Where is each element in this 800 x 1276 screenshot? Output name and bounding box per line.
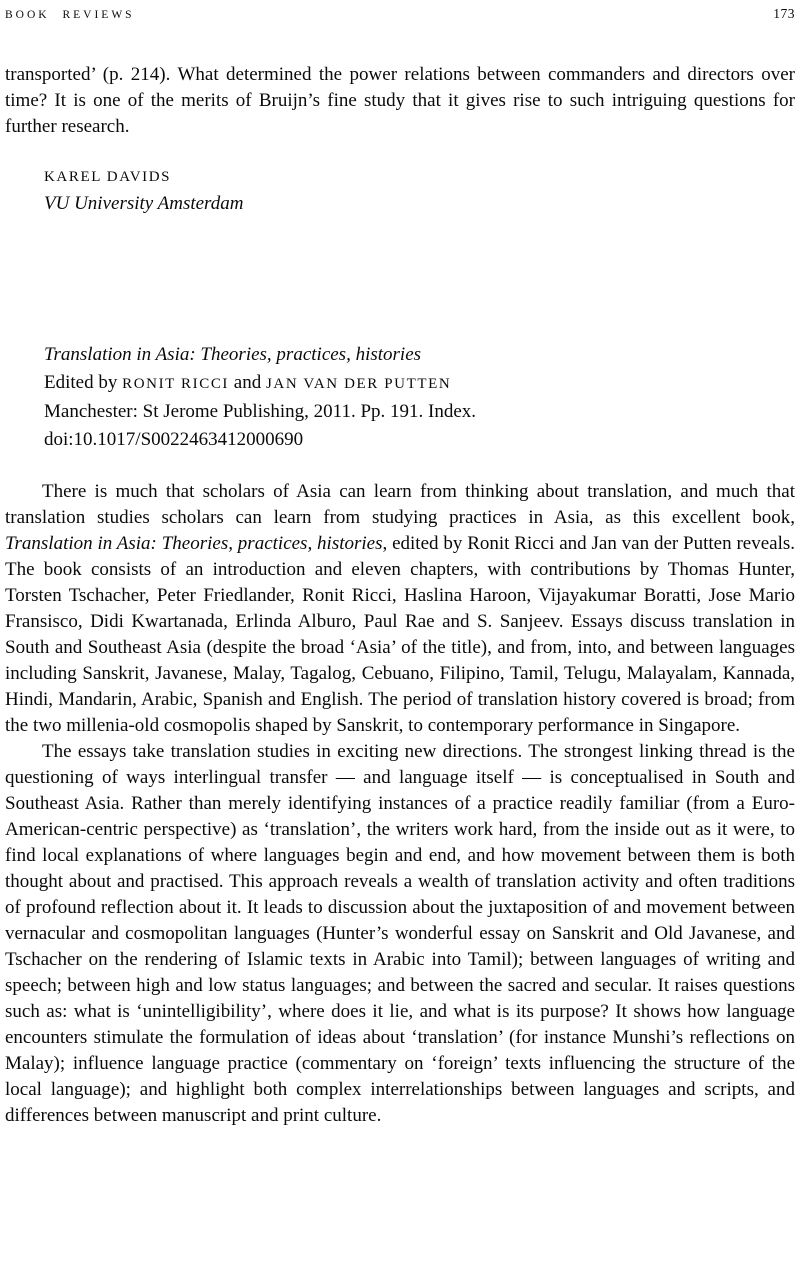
inline-book-title: Translation in Asia: Theories, practices, histories bbox=[5, 533, 383, 554]
review-body bbox=[5, 479, 795, 1129]
reviewer-signature bbox=[44, 164, 795, 217]
running-title: BOOK REVIEWS bbox=[5, 9, 135, 21]
book-heading bbox=[44, 341, 795, 453]
book-editors-line bbox=[44, 369, 795, 399]
paragraph-1-text-before-title: There is much that scholars of Asia can learn from thinking about translation, and much that translation studies scholars can learn from studying practices in Asia, as this excellent book, bbox=[5, 481, 795, 528]
previous-review-closing-paragraph: transported’ (p. 214). What determined the power relations between commanders and directors over time? It is one of the merits of Bruijn’s fine study that it gives rise to such intriguing questions for further research. bbox=[5, 64, 795, 137]
edited-by-label: Edited by bbox=[44, 371, 118, 393]
book-doi: doi:10.1017/S0022463412000690 bbox=[44, 428, 304, 450]
editors-conjunction: and bbox=[233, 371, 262, 393]
editor-2: JAN VAN DER PUTTEN bbox=[265, 375, 452, 392]
page-number: 173 bbox=[773, 6, 795, 21]
reviewer-affiliation: VU University Amsterdam bbox=[44, 193, 244, 214]
book-title: Translation in Asia: Theories, practices, histories bbox=[44, 344, 422, 365]
reviewer-name: KAREL DAVIDS bbox=[44, 169, 172, 185]
review-paragraph-1 bbox=[5, 479, 795, 739]
page-body bbox=[5, 62, 795, 1129]
page-header bbox=[5, 6, 795, 22]
editor-1: RONIT RICCI bbox=[122, 375, 230, 392]
review-paragraph-2: The essays take translation studies in exciting new directions. The strongest linking thread is the questioning of ways interlingual transfer — and language itself — is conceptualised in South and Southeast Asia. Rather than merely identifying instances of a practice readily familiar (from a Euro-American-centric perspective) as ‘translation’, the writers work hard, from the inside out as it were, to find local explanations of where languages begin and end, and how movement between them is both thought about and practised. This approach reveals a wealth of translation activity and often traditions of profound reflection about it. It leads to discussion about the juxtaposition of and movement between vernacular and cosmopolitan languages (Hunter’s wonderful essay on Sanskrit and Old Javanese, and Tschacher on the rendering of Islamic texts in Arabic into Tamil); between languages of writing and speech; between high and low status languages; and between the sacred and secular. It raises questions such as: what is ‘unintelligibility’, where does it lie, and what is its purpose? It shows how language encounters stimulate the formulation of ideas about ‘translation’ (for instance Munshi’s reflections on Malay); influence language practice (commentary on ‘foreign’ texts influencing the structure of the local language); and highlight both complex interrelationships between languages and scripts, and differences between manuscript and print culture. bbox=[5, 741, 795, 1126]
book-publication-line: Manchester: St Jerome Publishing, 2011. Pp. 191. Index. bbox=[44, 401, 477, 422]
paragraph-1-text-after-title: , edited by Ronit Ricci and Jan van der Putten reveals. The book consists of an introduction and eleven chapters, with contributions by Thomas Hunter, Torsten Tschacher, Peter Friedlander, Ronit Ricci, Haslina Haroon, Vijayakumar Boratti, Jose Mario Fransisco, Didi Kwartanada, Erlinda Alburo, Paul Rae and S. Sanjeev. Essays discuss translation in South and Southeast Asia (despite the broad ‘Asia’ of the title), and from, into, and between languages including Sanskrit, Javanese, Malay, Tagalog, Cebuano, Filipino, Tamil, Telugu, Malayalam, Kannada, Hindi, Mandarin, Arabic, Spanish and English. The period of translation history covered is broad; from the two millenia-old cosmopolis shaped by Sanskrit, to contemporary performance in Singapore. bbox=[5, 533, 795, 736]
